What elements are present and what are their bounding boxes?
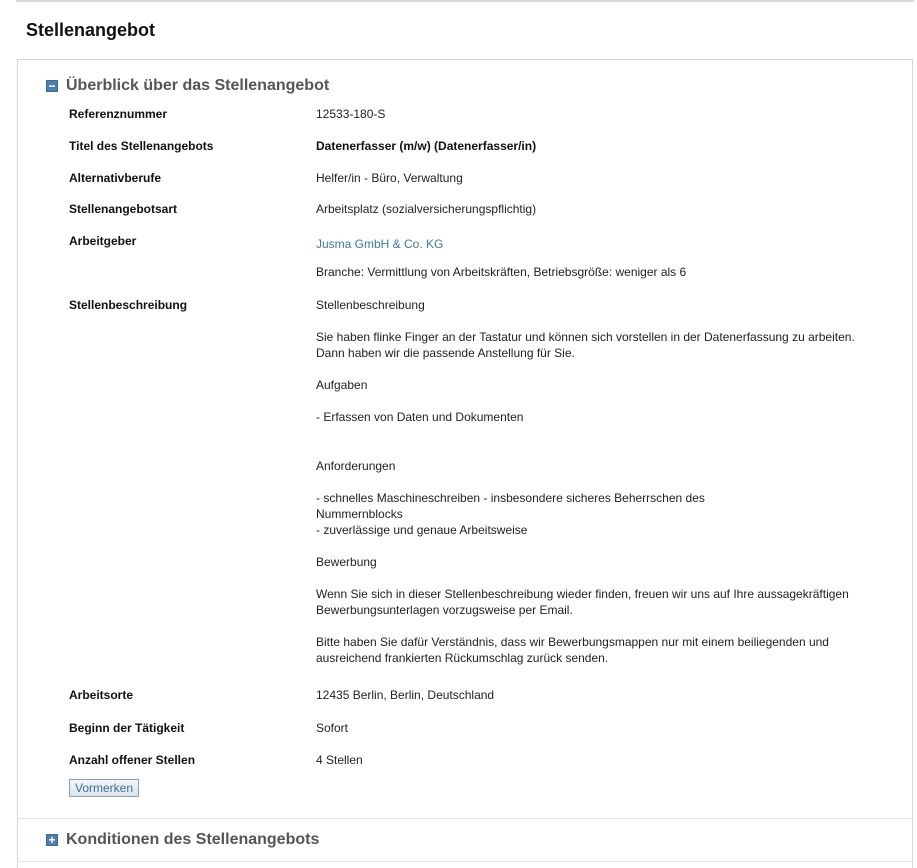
expand-icon[interactable]: + — [46, 834, 58, 846]
conditions-heading: Konditionen des Stellenangebots — [66, 831, 320, 848]
desc-paragraph: - Erfassen von Daten und Dokumenten — [316, 410, 524, 424]
desc-paragraph: Bitte haben Sie dafür Verständnis, dass wir Bewerbungsmappen nur mit einem beiliegenden und ausreichend frankierten Rückumschlag zurück senden. — [316, 635, 829, 665]
label-titel: Titel des Stellenangebots — [69, 139, 214, 153]
label-arbeitsorte: Arbeitsorte — [69, 688, 134, 702]
desc-paragraph: Aufgaben — [316, 378, 368, 392]
value-arbeitsorte: 12435 Berlin, Berlin, Deutschland — [316, 688, 495, 702]
desc-paragraph: Bewerbung — [316, 555, 377, 569]
label-beginn: Beginn der Tätigkeit — [69, 721, 185, 735]
value-referenznummer: 12533-180-S — [316, 107, 386, 121]
value-beginn: Sofort — [316, 721, 349, 735]
employer-branche: Branche: Vermittlung von Arbeitskräften, Betriebsgröße: weniger als 6 — [316, 265, 687, 279]
desc-paragraph: Stellenbeschreibung — [316, 298, 425, 312]
label-anzahl: Anzahl offener Stellen — [69, 753, 196, 767]
desc-paragraph: Wenn Sie sich in dieser Stellenbeschreibung wieder finden, freuen wir uns auf Ihre aussagekräftigen Bewerbungsunterlagen vorzugsweise per Email. — [316, 587, 849, 617]
bottom-divider — [17, 861, 913, 862]
value-arbeitgeber — [316, 233, 886, 280]
value-stellenbeschreibung — [316, 297, 886, 682]
top-divider — [16, 0, 914, 2]
label-stellenbeschreibung: Stellenbeschreibung — [69, 298, 188, 312]
label-referenznummer: Referenznummer — [69, 107, 168, 121]
label-stellenangebotsart: Stellenangebotsart — [69, 202, 178, 216]
row-arbeitgeber — [69, 233, 889, 279]
conditions-section-header[interactable] — [46, 831, 319, 849]
employer-link[interactable]: Jusma GmbH & Co. KG — [316, 237, 444, 251]
desc-paragraph: Sie haben flinke Finger an der Tastatur und können sich vorstellen in der Datenerfassung zu arbeiten. Dann haben wir die passende Anstellung für Sie. — [316, 330, 855, 360]
value-anzahl: 4 Stellen — [316, 753, 363, 767]
value-stellenangebotsart: Arbeitsplatz (sozialversicherungspflichtig) — [316, 202, 537, 216]
value-alternativberufe: Helfer/in - Büro, Verwaltung — [316, 171, 463, 185]
vormerken-button[interactable]: Vormerken — [69, 779, 139, 797]
label-alternativberufe: Alternativberufe — [69, 171, 162, 185]
overview-section-header[interactable] — [46, 77, 329, 95]
value-titel: Datenerfasser (m/w) (Datenerfasser/in) — [316, 139, 537, 153]
desc-paragraph: Anforderungen — [316, 459, 396, 473]
collapse-icon[interactable]: − — [46, 80, 58, 92]
label-arbeitgeber: Arbeitgeber — [69, 234, 137, 248]
page-title: Stellenangebot — [26, 20, 156, 40]
overview-heading: Überblick über das Stellenangebot — [66, 77, 330, 94]
desc-paragraph: - schnelles Maschineschreiben - insbesondere sicheres Beherrschen des Nummernblocks - zuverlässige und genaue Arbeitsweise — [316, 491, 705, 537]
